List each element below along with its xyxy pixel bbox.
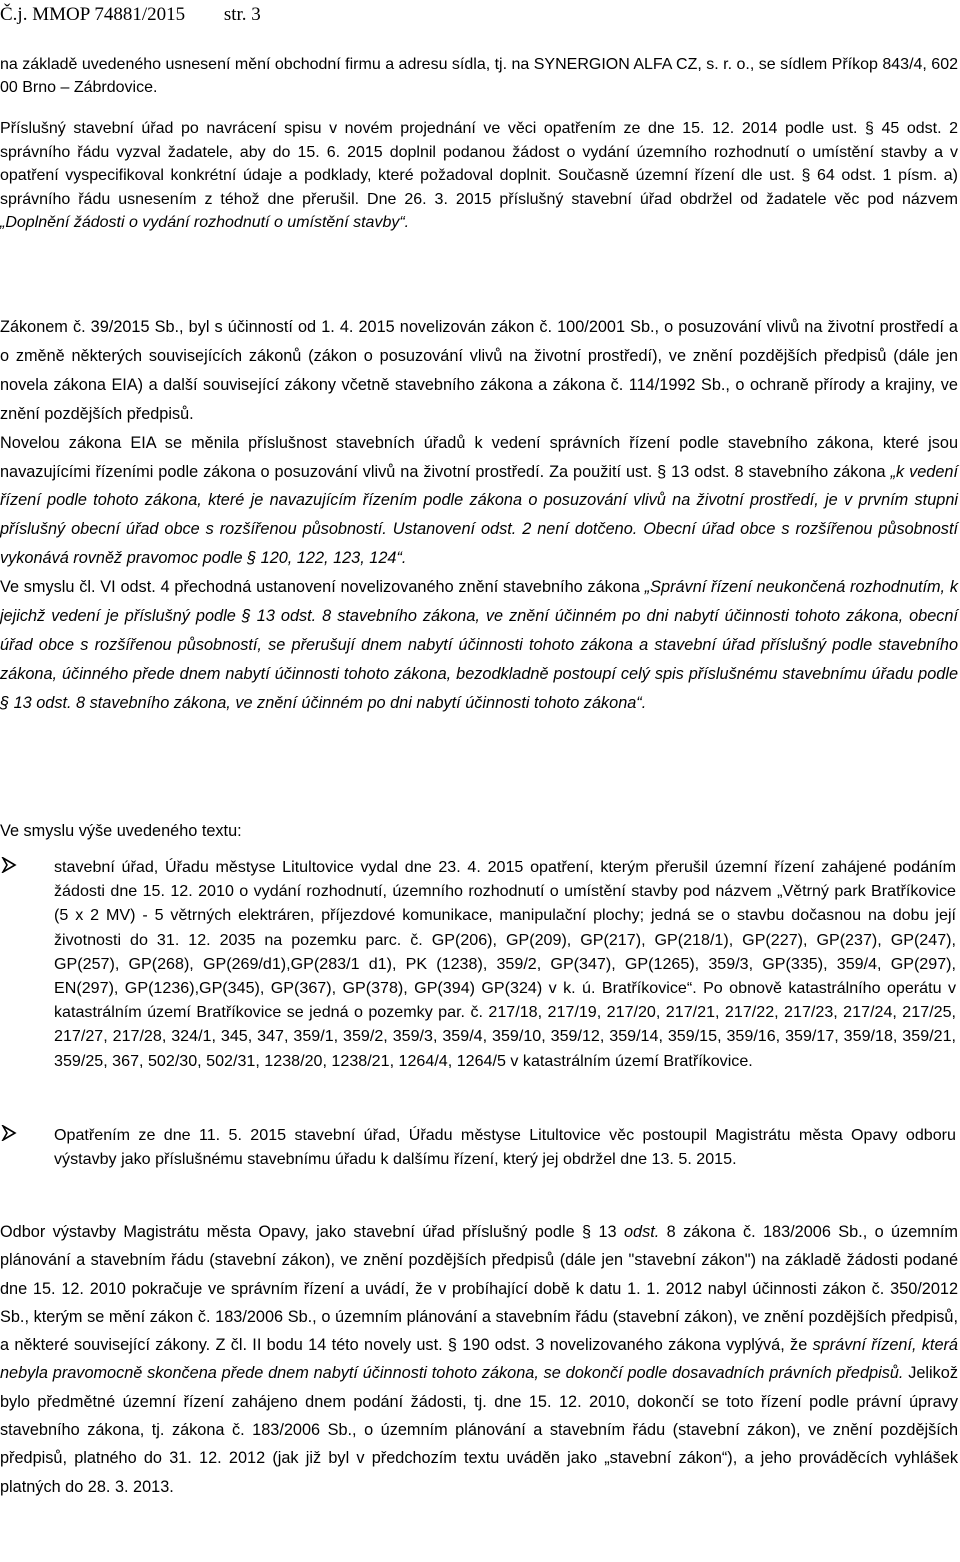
law-section <box>0 313 958 718</box>
final-text-b: odst. <box>623 1223 660 1241</box>
paragraph-2-text: Příslušný stavební úřad po navrácení spisu v novém projednání ve věci opatřením ze dne 15. 12. 2014 podle ust. § 45 odst. 2 správního řádu vyzval žadatele, aby do 15. 6. 2015 doplnil podanou žádost o vydání územního rozhodnutí o umístění stavby a v opatření vyspecifikoval konkrétní údaje a podklady, které požadoval doplnit. Současně územní řízení dle ust. § 64 odst. 1 písm. a) správního řádu usnesením z téhož dne přerušil. Dne 26. 3. 2015 příslušný stavební úřad obdržel od žadatele věc pod názvem <box>0 120 958 208</box>
intro-line: Ve smyslu výše uvedeného textu: <box>0 822 242 840</box>
final-text-a: Odbor výstavby Magistrátu města Opavy, jako stavební úřad příslušný podle § 13 <box>0 1223 617 1241</box>
reference-number: Č.j. MMOP 74881/2015 <box>0 4 186 25</box>
law-paragraph-2-quote: „k vedení řízení podle tohoto zákona, které je navazujícím řízením podle zákona o posuzování vlivů na životní prostředí, je v prvním stupni příslušný obecní úřad obce s rozšířenou působností. Ustanovení odst. 2 není dotčeno. Obecní úřad obce s rozšířenou působností vykonává rovněž pravomoc podle § 120, 122, 123, 124“. <box>0 462 958 568</box>
law-paragraph-2-text: Novelou zákona EIA se měnila příslušnost stavebních úřadů k vedení správních řízení podle stavebního zákona, které jsou navazujícími řízeními podle zákona o posuzování vlivů na životní prostředí. Za použití ust. § 13 odst. 8 stavebního zákona <box>0 433 958 481</box>
law-paragraph-1: Zákonem č. 39/2015 Sb., byl s účinností od 1. 4. 2015 novelizován zákon č. 100/2001 Sb., o posuzování vlivů na životní prostředí a o změně některých souvisejících zákonů (zákon o posuzování vlivů na životní prostředí), ve znění pozdějších předpisů (dále jen novela zákona EIA) a další související zákony včetně stavebního zákona a zákona č. 114/1992 Sb., o ochraně přírody a krajiny, ve znění pozdějších předpisů. <box>0 318 958 423</box>
paragraph-2-italic: „Doplnění žádosti o vydání rozhodnutí o umístění stavby“. <box>0 214 410 231</box>
final-text-c: 8 zákona č. 183/2006 Sb., o územním plánování a stavebním řádu (stavební zákon), ve znění pozdějších předpisů (dále jen "stavební zákon") na základě žádosti podané dne 15. 12. 2010 pokračuje ve správním řízení a uvádí, že v probíhající době k datu 1. 1. 2012 nabyl účinnosti zákon č. 350/2012 Sb., kterým se mění zákon č. 183/2006 Sb., o územním plánování a stavebním řádu (stavební zákon), ve znění pozdějších předpisů, a některé související zákony. Z čl. II bodu 14 této novely ust. § 190 odst. 3 novelizovaného zákona vyplývá, že <box>0 1223 958 1355</box>
list-item-text: Opatřením ze dne 11. 5. 2015 stavební úřad, Úřadu městyse Litultovice věc postoupil Magistrátu města Opavy odboru výstavby jako příslušnému stavebnímu úřadu k dalšímu řízení, který jej obdržel dne 13. 5. 2015. <box>54 1126 956 1169</box>
page-header <box>0 2 261 28</box>
arrow-bullet-icon <box>1 857 17 873</box>
law-paragraph-2 <box>0 429 958 574</box>
page-number: str. 3 <box>223 4 261 25</box>
arrow-bullet-icon <box>1 1125 17 1141</box>
final-text-d: správní řízení, která nebyla pravomocně skončena přede dnem nabytí účinnosti tohoto zákona, se dokončí podle dosavadních právních předpisů. <box>0 1336 958 1383</box>
final-text-e: Jelikož bylo předmětné územní řízení zahájeno dnem podání žádosti, tj. dne 15. 12. 2010, dokončí se toto řízení podle právní úpravy stavebního zákona, tj. zákona č. 183/2006 Sb., o územním plánování a stavebním řádu (stavební zákon), ve znění pozdějších předpisů, platného do 31. 12. 2012 (jak již byl v předchozím textu uváděn jako „stavební zákon“), a jeho prováděcích vyhlášek platných do 28. 3. 2013. <box>0 1364 958 1496</box>
law-paragraph-3-text: Ve smyslu čl. VI odst. 4 přechodná ustanovení novelizovaného znění stavebního zákona <box>0 578 640 597</box>
paragraph-2 <box>0 117 958 235</box>
list-item-text: stavební úřad, Úřadu městyse Litultovice vydal dne 23. 4. 2015 opatření, kterým přerušil územní řízení zahájené podáním žádosti dne 15. 12. 2010 o vydání rozhodnutí, územního rozhodnutí o umístění stavby pod názvem „Větrný park Bratříkovice (5 x 2 MV) - 5 větrných elektráren, příjezdové komunikace, manipulační plochy; jedná se o stavbu dočasnou na dobu její životnosti do 31. 12. 2035 na pozemku parc. č. GP(206), GP(209), GP(217), GP(218/1), GP(227), GP(237), GP(247), GP(257), GP(268), GP(269/d1),GP(283/1 d1), PK (1238), 359/2, GP(347), GP(1265), 359/3, GP(335), 359/4, GP(297), EN(297), GP(1236),GP(345), GP(367), GP(378), GP(394) GP(324) v k. ú. Bratříkovice“. Po obnově katastrálního operátu v katastrálním území Bratříkovice se jedná o pozemky par. č. 217/18, 217/19, 217/20, 217/21, 217/22, 217/23, 217/24, 217/25, 217/27, 217/28, 324/1, 345, 347, 359/1, 359/2, 359/3, 359/4, 359/10, 359/12, 359/14, 359/15, 359/16, 359/17, 359/18, 359/21, 359/25, 367, 502/30, 502/31, 1238/20, 1238/21, 1264/4, 1264/5 v katastrálním území Bratříkovice. <box>54 858 956 1070</box>
law-paragraph-3 <box>0 573 958 718</box>
final-paragraph <box>0 1218 958 1501</box>
law-paragraph-3-quote: „Správní řízení neukončená rozhodnutím, k jejichž vedení je příslušný podle § 13 odst. 8 stavebního zákona, ve znění účinném po dni nabytí účinnosti tohoto zákona, obecní úřad obce s rozšířenou působností, se přerušují dnem nabytí účinnosti tohoto zákona a stavební úřad příslušný podle stavebního zákona, účinného přede dnem nabytí účinnosti tohoto zákona, bezodkladně postoupí celý spis příslušnému stavebnímu úřadu podle § 13 odst. 8 stavebního zákona, ve znění účinném po dni nabytí účinnosti tohoto zákona“. <box>0 578 958 712</box>
paragraph-1: na základě uvedeného usnesení mění obchodní firmu a adresu sídla, tj. na SYNERGION ALFA CZ, s. r. o., se sídlem Příkop 843/4, 602 00 Brno – Zábrdovice. <box>0 56 958 96</box>
